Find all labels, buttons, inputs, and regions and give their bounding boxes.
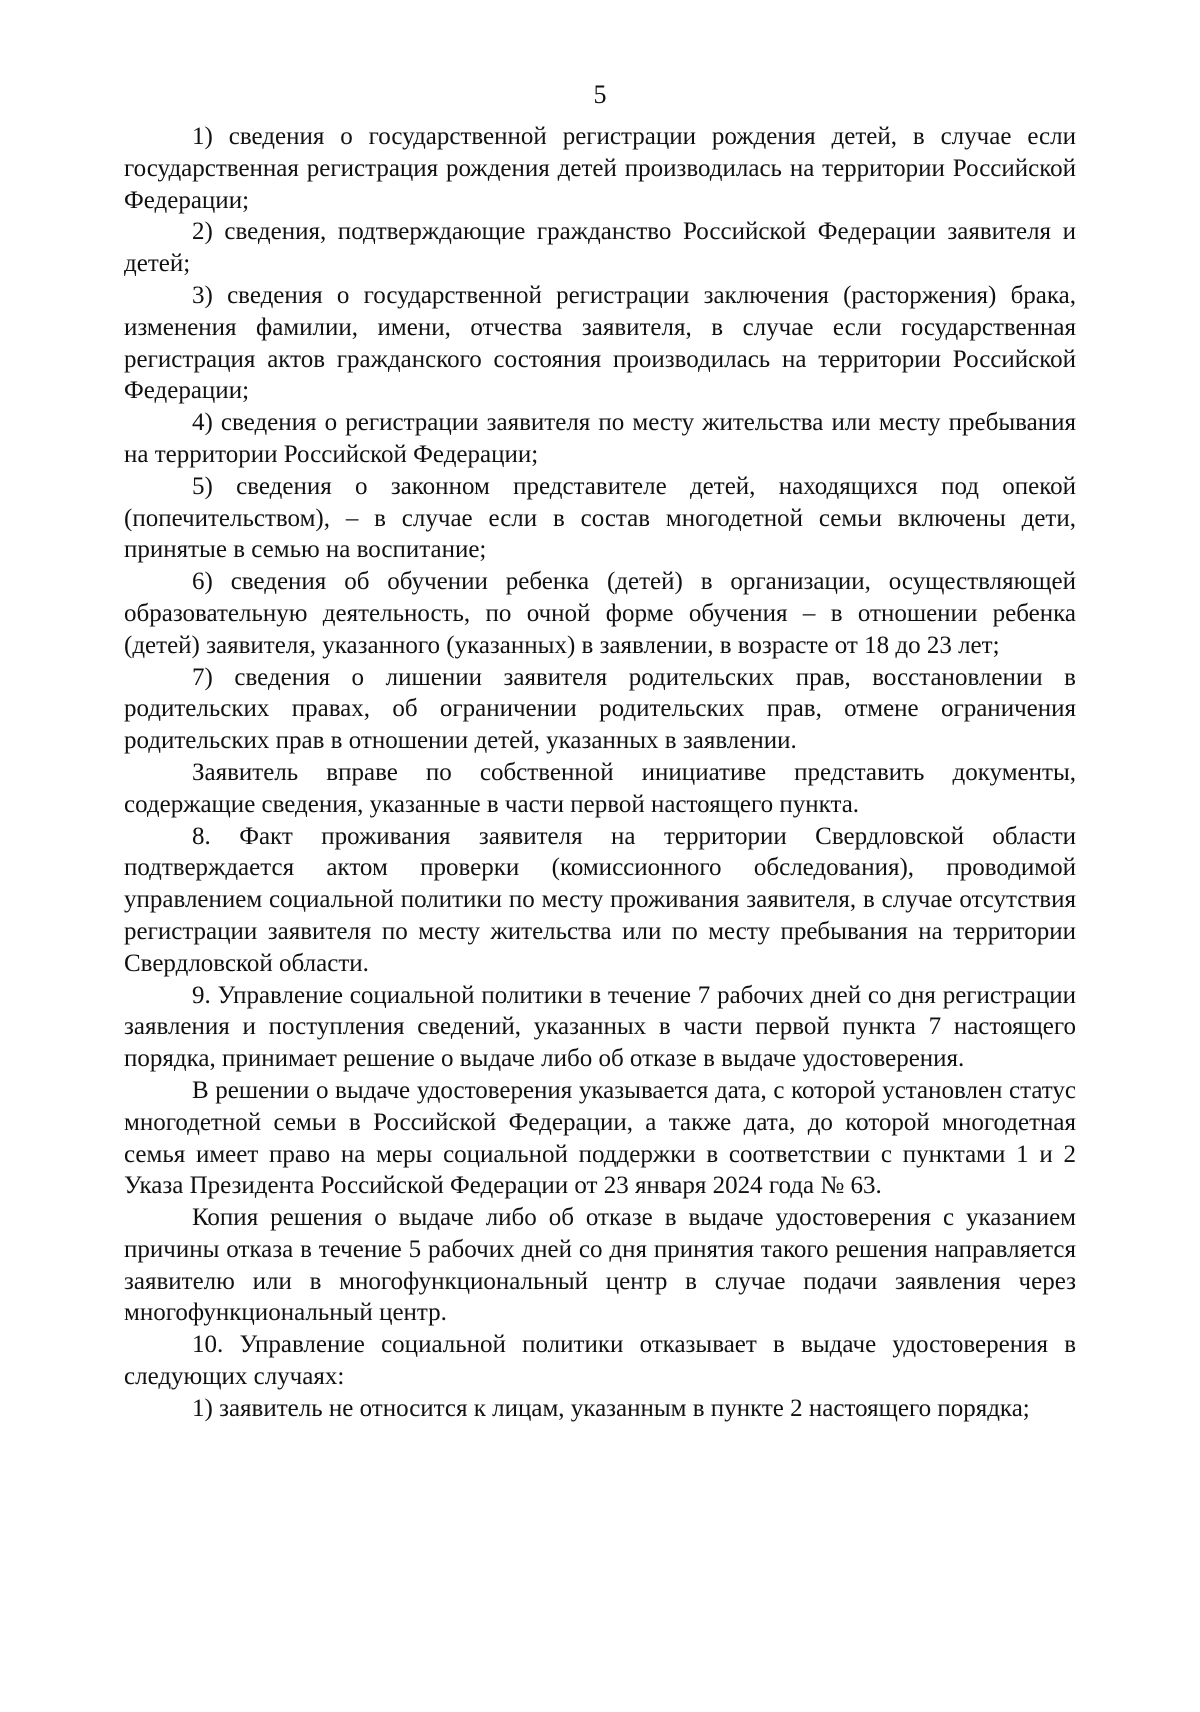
paragraph-decision-date: В решении о выдаче удостоверения указывается дата, с которой установлен статус многодетной семьи в Российской Федерации, а также дата, до которой многодетная семья имеет право на меры социальной поддержки в соответствии с пунктами 1 и 2 Указа Президента Российской Федерации от 23 января 2024 года № 63.: [124, 1076, 1076, 1200]
paragraph-6: 6) сведения об обучении ребенка (детей) в организации, осуществляющей образовательную деятельность, по очной форме обучения – в отношении ребенка (детей) заявителя, указанного (указанных) в заявлении, в возрасте от 18 до 23 лет;: [124, 568, 1076, 659]
paragraph-2: 2) сведения, подтверждающие гражданство Российской Федерации заявителя и детей;: [124, 218, 1076, 278]
paragraph-refusal-case-1: 1) заявитель не относится к лицам, указанным в пункте 2 настоящего порядка;: [192, 1394, 1030, 1422]
paragraph-1: 1) сведения о государственной регистрации рождения детей, в случае если государственная регистрация рождения детей производилась на территории Российской Федерации;: [124, 123, 1076, 214]
paragraph-decision-copy: Копия решения о выдаче либо об отказе в выдаче удостоверения с указанием причины отказа в течение 5 рабочих дней со дня принятия такого решения направляется заявителю или в многофункциональный центр в случае подачи заявления через многофункциональный центр.: [124, 1204, 1076, 1327]
paragraph-4: 4) сведения о регистрации заявителя по месту жительства или месту пребывания на территории Российской Федерации;: [124, 409, 1076, 468]
paragraph-applicant-right: Заявитель вправе по собственной инициативе представить документы, содержащие сведения, указанные в части первой настоящего пункта.: [124, 758, 1076, 818]
page-number: 5: [593, 80, 607, 109]
document-body: [124, 121, 1076, 1425]
paragraph-5: 5) сведения о законном представителе детей, находящихся под опекой (попечительством), – в случае если в состав многодетной семьи включены дети, принятые в семью на воспитание;: [124, 472, 1076, 564]
paragraph-item-9: 9. Управление социальной политики в течение 7 рабочих дней со дня регистрации заявления и поступления сведений, указанных в части первой пункта 7 настоящего порядка, принимает решение о выдаче либо об отказе в выдаче удостоверения.: [124, 981, 1076, 1073]
paragraph-item-8: 8. Факт проживания заявителя на территории Свердловской области подтверждается актом проверки (комиссионного обследования), проводимой управлением социальной политики по месту проживания заявителя, в случае отсутствия регистрации заявителя по месту жительства или по месту пребывания на территории Свердловской области.: [124, 822, 1076, 977]
paragraph-item-10: 10. Управление социальной политики отказывает в выдаче удостоверения в следующих случаях:: [124, 1331, 1076, 1391]
paragraph-3: 3) сведения о государственной регистрации заключения (расторжения) брака, изменения фамилии, имени, отчества заявителя, в случае если государственная регистрация актов гражданского состояния производилась на территории Российской Федерации;: [124, 281, 1076, 405]
paragraph-7: 7) сведения о лишении заявителя родительских прав, восстановлении в родительских правах, об ограничении родительских прав, отмене ограничения родительских прав в отношении детей, указанных в заявлении.: [124, 663, 1076, 755]
